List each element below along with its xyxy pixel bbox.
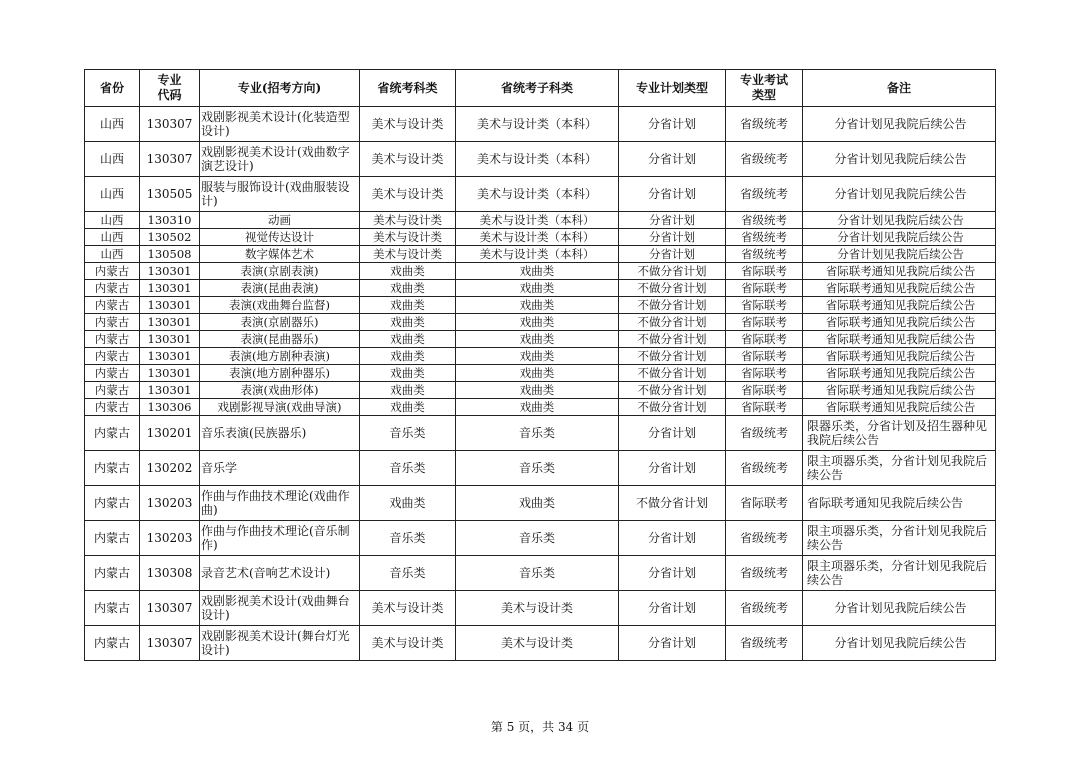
cell-exam-category: 美术与设计类 [360,626,456,661]
page-footer: 第 5 页，共 34 页 [490,720,590,734]
cell-remarks: 分省计划见我院后续公告 [803,591,996,626]
cell-exam-subcategory: 美术与设计类（本科） [456,246,619,263]
cell-plan-type: 不做分省计划 [619,314,726,331]
cell-plan-type: 分省计划 [619,177,726,212]
cell-exam-category: 美术与设计类 [360,142,456,177]
cell-major: 表演(京剧器乐) [200,314,360,331]
cell-exam-subcategory: 戏曲类 [456,399,619,416]
cell-plan-type: 不做分省计划 [619,263,726,280]
cell-major: 作曲与作曲技术理论(音乐制作) [200,521,360,556]
cell-plan-type: 分省计划 [619,416,726,451]
cell-exam-subcategory: 音乐类 [456,451,619,486]
table-row [85,451,996,486]
table-row [85,246,996,263]
cell-plan-type: 不做分省计划 [619,348,726,365]
cell-major: 数字媒体艺术 [200,246,360,263]
cell-major-code: 130307 [140,591,200,626]
cell-exam-type: 省级统考 [726,212,803,229]
cell-plan-type: 不做分省计划 [619,280,726,297]
header-province: 省份 [85,70,140,107]
cell-plan-type: 分省计划 [619,142,726,177]
cell-plan-type: 分省计划 [619,556,726,591]
cell-exam-type: 省级统考 [726,556,803,591]
table-row [85,556,996,591]
cell-major-code: 130301 [140,280,200,297]
cell-plan-type: 不做分省计划 [619,399,726,416]
cell-major-code: 130301 [140,263,200,280]
cell-remarks: 分省计划见我院后续公告 [803,229,996,246]
cell-plan-type: 不做分省计划 [619,382,726,399]
cell-province: 内蒙古 [85,348,140,365]
cell-exam-category: 美术与设计类 [360,591,456,626]
cell-exam-category: 戏曲类 [360,365,456,382]
cell-exam-subcategory: 戏曲类 [456,365,619,382]
cell-exam-subcategory: 美术与设计类（本科） [456,142,619,177]
cell-exam-subcategory: 美术与设计类（本科） [456,229,619,246]
cell-exam-subcategory: 美术与设计类 [456,626,619,661]
cell-exam-category: 美术与设计类 [360,246,456,263]
cell-major: 视觉传达设计 [200,229,360,246]
cell-major-code: 130307 [140,107,200,142]
table-row [85,416,996,451]
cell-exam-type: 省级统考 [726,416,803,451]
cell-plan-type: 不做分省计划 [619,365,726,382]
cell-major: 音乐学 [200,451,360,486]
cell-exam-subcategory: 戏曲类 [456,263,619,280]
cell-plan-type: 分省计划 [619,246,726,263]
cell-province: 内蒙古 [85,263,140,280]
cell-major-code: 130307 [140,626,200,661]
table-row [85,591,996,626]
table-row [85,626,996,661]
cell-province: 内蒙古 [85,591,140,626]
cell-exam-category: 音乐类 [360,416,456,451]
cell-exam-category: 美术与设计类 [360,229,456,246]
table-row [85,297,996,314]
table-row [85,486,996,521]
cell-exam-subcategory: 戏曲类 [456,280,619,297]
cell-exam-type: 省际联考 [726,280,803,297]
cell-major: 戏剧影视美术设计(戏曲数字演艺设计) [200,142,360,177]
cell-remarks: 分省计划见我院后续公告 [803,212,996,229]
table-row [85,177,996,212]
cell-remarks: 限主项器乐类，分省计划见我院后续公告 [803,521,996,556]
cell-major-code: 130203 [140,521,200,556]
cell-major: 戏剧影视美术设计(舞台灯光设计) [200,626,360,661]
cell-major-code: 130508 [140,246,200,263]
cell-major: 表演(地方剧种器乐) [200,365,360,382]
cell-province: 山西 [85,107,140,142]
cell-exam-category: 戏曲类 [360,314,456,331]
cell-major: 音乐表演(民族器乐) [200,416,360,451]
cell-plan-type: 分省计划 [619,626,726,661]
admission-plan-table [84,69,996,661]
cell-exam-category: 戏曲类 [360,331,456,348]
cell-exam-subcategory: 戏曲类 [456,331,619,348]
header-exam-type-text: 专业考试 类型 [739,73,788,102]
cell-plan-type: 分省计划 [619,521,726,556]
cell-exam-category: 美术与设计类 [360,107,456,142]
header-major-code [140,70,200,107]
cell-province: 内蒙古 [85,365,140,382]
cell-major: 表演(戏曲舞台监督) [200,297,360,314]
cell-remarks: 省际联考通知见我院后续公告 [803,399,996,416]
cell-exam-category: 戏曲类 [360,382,456,399]
cell-major: 表演(戏曲形体) [200,382,360,399]
cell-province: 内蒙古 [85,331,140,348]
cell-exam-category: 戏曲类 [360,486,456,521]
cell-major: 作曲与作曲技术理论(戏曲作曲) [200,486,360,521]
cell-province: 内蒙古 [85,399,140,416]
cell-exam-type: 省级统考 [726,177,803,212]
cell-major-code: 130301 [140,365,200,382]
cell-major: 戏剧影视美术设计(戏曲舞台设计) [200,591,360,626]
table-row [85,382,996,399]
cell-province: 内蒙古 [85,521,140,556]
cell-exam-subcategory: 音乐类 [456,521,619,556]
table-row [85,142,996,177]
cell-major-code: 130203 [140,486,200,521]
cell-exam-category: 音乐类 [360,451,456,486]
cell-remarks: 省际联考通知见我院后续公告 [803,382,996,399]
cell-exam-type: 省际联考 [726,297,803,314]
cell-major: 表演(京剧表演) [200,263,360,280]
cell-plan-type: 分省计划 [619,107,726,142]
cell-plan-type: 分省计划 [619,591,726,626]
cell-province: 山西 [85,142,140,177]
cell-exam-type: 省际联考 [726,314,803,331]
cell-exam-category: 戏曲类 [360,399,456,416]
cell-exam-category: 戏曲类 [360,263,456,280]
cell-exam-subcategory: 美术与设计类（本科） [456,212,619,229]
cell-major: 动画 [200,212,360,229]
cell-remarks: 省际联考通知见我院后续公告 [803,280,996,297]
cell-exam-subcategory: 戏曲类 [456,486,619,521]
cell-exam-category: 音乐类 [360,556,456,591]
cell-remarks: 限主项器乐类，分省计划见我院后续公告 [803,451,996,486]
cell-exam-category: 戏曲类 [360,280,456,297]
cell-major: 服装与服饰设计(戏曲服装设计) [200,177,360,212]
table-row [85,331,996,348]
header-remarks: 备注 [803,70,996,107]
cell-plan-type: 不做分省计划 [619,297,726,314]
cell-province: 内蒙古 [85,556,140,591]
cell-province: 内蒙古 [85,382,140,399]
header-plan-type: 专业计划类型 [619,70,726,107]
cell-major-code: 130502 [140,229,200,246]
cell-remarks: 分省计划见我院后续公告 [803,246,996,263]
table-row [85,365,996,382]
header-exam-category: 省统考科类 [360,70,456,107]
cell-exam-type: 省级统考 [726,142,803,177]
cell-major: 表演(昆曲表演) [200,280,360,297]
cell-major-code: 130202 [140,451,200,486]
header-major: 专业(招考方向) [200,70,360,107]
cell-remarks: 省际联考通知见我院后续公告 [803,297,996,314]
cell-major-code: 130306 [140,399,200,416]
cell-plan-type: 分省计划 [619,451,726,486]
cell-exam-type: 省级统考 [726,107,803,142]
cell-plan-type: 不做分省计划 [619,331,726,348]
cell-major-code: 130301 [140,297,200,314]
cell-province: 山西 [85,212,140,229]
cell-remarks: 省际联考通知见我院后续公告 [803,331,996,348]
cell-remarks: 分省计划见我院后续公告 [803,626,996,661]
cell-remarks: 省际联考通知见我院后续公告 [803,348,996,365]
cell-major-code: 130307 [140,142,200,177]
cell-remarks: 省际联考通知见我院后续公告 [803,365,996,382]
cell-exam-type: 省级统考 [726,521,803,556]
cell-province: 内蒙古 [85,297,140,314]
cell-exam-category: 美术与设计类 [360,177,456,212]
cell-province: 内蒙古 [85,626,140,661]
cell-remarks: 分省计划见我院后续公告 [803,177,996,212]
header-major-code-text: 专业 代码 [157,73,182,102]
cell-province: 内蒙古 [85,416,140,451]
cell-exam-subcategory: 美术与设计类 [456,591,619,626]
cell-exam-subcategory: 戏曲类 [456,382,619,399]
cell-remarks: 省际联考通知见我院后续公告 [803,314,996,331]
cell-exam-type: 省级统考 [726,451,803,486]
table-header-row [85,70,996,107]
cell-exam-type: 省际联考 [726,365,803,382]
cell-remarks: 限器乐类，分省计划及招生器种见我院后续公告 [803,416,996,451]
cell-major-code: 130301 [140,382,200,399]
cell-exam-type: 省际联考 [726,263,803,280]
cell-province: 内蒙古 [85,280,140,297]
table-row [85,107,996,142]
cell-major-code: 130201 [140,416,200,451]
cell-exam-subcategory: 戏曲类 [456,314,619,331]
cell-exam-subcategory: 戏曲类 [456,297,619,314]
cell-province: 山西 [85,229,140,246]
cell-exam-type: 省级统考 [726,229,803,246]
cell-exam-type: 省级统考 [726,246,803,263]
cell-province: 内蒙古 [85,486,140,521]
cell-major-code: 130505 [140,177,200,212]
cell-exam-subcategory: 音乐类 [456,416,619,451]
table-row [85,229,996,246]
cell-major: 戏剧影视美术设计(化装造型设计) [200,107,360,142]
cell-exam-category: 戏曲类 [360,348,456,365]
cell-exam-type: 省际联考 [726,382,803,399]
cell-remarks: 分省计划见我院后续公告 [803,142,996,177]
cell-exam-subcategory: 音乐类 [456,556,619,591]
cell-major: 表演(地方剧种表演) [200,348,360,365]
table-body [85,107,996,661]
cell-major-code: 130301 [140,314,200,331]
cell-remarks: 省际联考通知见我院后续公告 [803,263,996,280]
cell-exam-category: 音乐类 [360,521,456,556]
cell-exam-subcategory: 戏曲类 [456,348,619,365]
cell-plan-type: 分省计划 [619,212,726,229]
table-row [85,521,996,556]
cell-exam-subcategory: 美术与设计类（本科） [456,107,619,142]
cell-exam-type: 省际联考 [726,331,803,348]
cell-exam-category: 戏曲类 [360,297,456,314]
cell-major: 表演(昆曲器乐) [200,331,360,348]
cell-exam-type: 省级统考 [726,591,803,626]
table-row [85,263,996,280]
cell-major-code: 130308 [140,556,200,591]
cell-exam-type: 省际联考 [726,348,803,365]
cell-remarks: 分省计划见我院后续公告 [803,107,996,142]
cell-plan-type: 分省计划 [619,229,726,246]
cell-major-code: 130301 [140,331,200,348]
table-row [85,399,996,416]
cell-exam-category: 美术与设计类 [360,212,456,229]
cell-exam-type: 省际联考 [726,486,803,521]
cell-province: 山西 [85,177,140,212]
cell-major: 戏剧影视导演(戏曲导演) [200,399,360,416]
cell-plan-type: 不做分省计划 [619,486,726,521]
cell-province: 内蒙古 [85,314,140,331]
header-exam-subcategory: 省统考子科类 [456,70,619,107]
cell-exam-type: 省级统考 [726,626,803,661]
cell-province: 内蒙古 [85,451,140,486]
cell-remarks: 省际联考通知见我院后续公告 [803,486,996,521]
cell-major: 录音艺术(音响艺术设计) [200,556,360,591]
header-exam-type [726,70,803,107]
cell-major-code: 130310 [140,212,200,229]
cell-major-code: 130301 [140,348,200,365]
cell-remarks: 限主项器乐类，分省计划见我院后续公告 [803,556,996,591]
cell-exam-subcategory: 美术与设计类（本科） [456,177,619,212]
table-row [85,212,996,229]
table-row [85,314,996,331]
table-row [85,348,996,365]
cell-exam-type: 省际联考 [726,399,803,416]
table-row [85,280,996,297]
cell-province: 山西 [85,246,140,263]
